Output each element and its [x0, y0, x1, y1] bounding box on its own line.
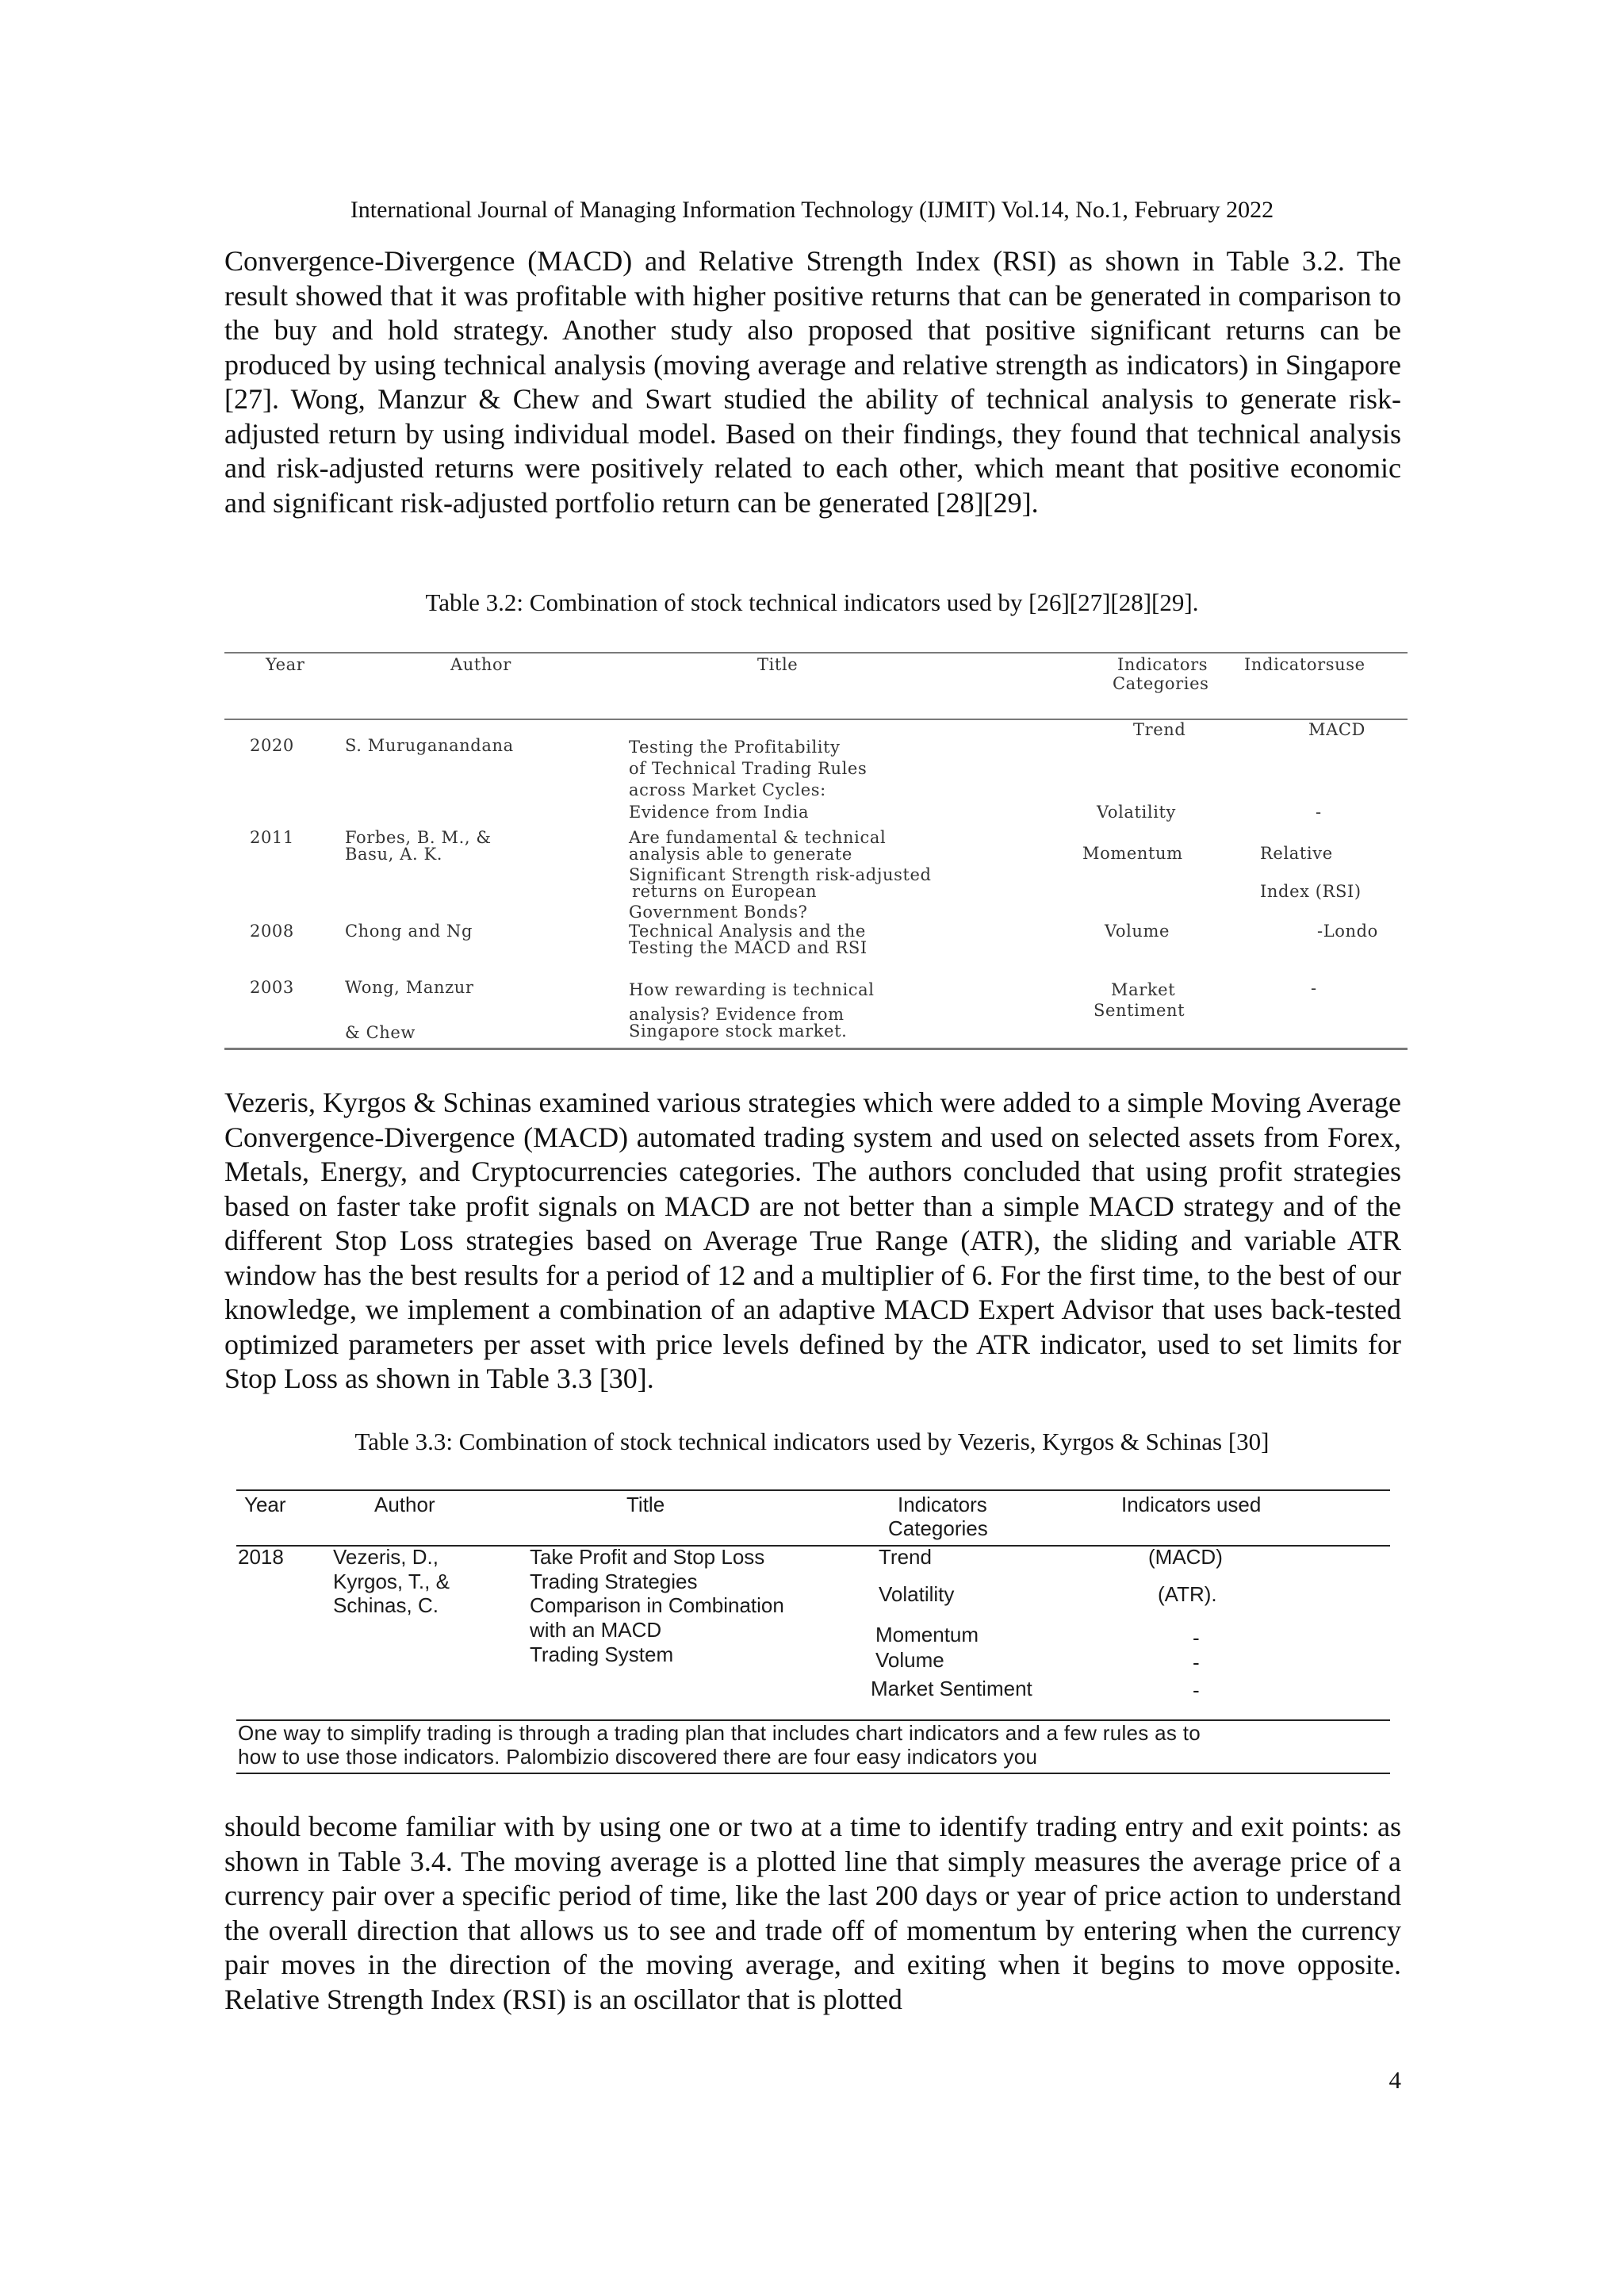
column-header-categories: Indicators — [1117, 655, 1208, 674]
row-title-2011-2: analysis able to generate — [629, 845, 852, 864]
table-footer-line-2: how to use those indicators. Palombizio discovered there are four easy indicators you — [238, 1745, 1038, 1769]
row-title-2020-4: Evidence from India — [629, 803, 810, 822]
category-volume: Volume — [875, 1648, 944, 1672]
column-header-used: Indicatorsuse — [1244, 655, 1365, 674]
row-year-2008: 2008 — [250, 922, 294, 941]
category-trend: Trend — [879, 1545, 932, 1569]
body-paragraph-3: should become familiar with by using one or two at a time to identify trading entry and exit points: as shown in Table 3.4. The moving average is a plotted line that simply measures the average price of a currency pair over a specific period of time, like the last 200 days or year of price action to understand the overall direction that allows us to see and trade off of momentum by entering when the currency pair moves in the direction of the moving average, and exiting when it begins to move opposite. Relative Strength Index (RSI) is an oscillator that is plotted — [224, 1811, 1401, 2015]
column-header-categories: Indicators — [898, 1493, 987, 1516]
category-volatility: Volatility — [879, 1582, 955, 1606]
category-sentiment: Sentiment — [1094, 1001, 1185, 1020]
table-bottom-rule — [224, 1048, 1408, 1050]
column-header-categories-2: Categories — [888, 1516, 988, 1540]
indicator-index-rsi: Index (RSI) — [1260, 882, 1362, 901]
table-top-rule — [236, 1489, 1390, 1491]
row-title-2020-1: Testing the Profitability — [629, 738, 841, 757]
column-header-author: Author — [450, 655, 511, 674]
row-author-3: Schinas, C. — [333, 1593, 439, 1617]
body-paragraph-2: Vezeris, Kyrgos & Schinas examined various strategies which were added to a simple Moving Average Convergence-Divergence (MACD) automated trading system and used on selected assets from Forex, Metals, Energy, and Cryptocurrencies categories. The authors concluded that using profit strategies based on faster take profit signals on MACD are not better than a simple MACD strategy and of the different Stop Loss strategies based on Average True Range (ATR), the sliding and variable ATR window has the best results for a period of 12 and a multiplier of 6. For the first time, to the best of our knowledge, we implement a combination of an adaptive MACD Expert Advisor that uses back-tested optimized parameters per asset with price levels defined by the ATR indicator, used to set limits for Stop Loss as shown in Table 3.3 [30]. — [224, 1087, 1401, 1394]
row-author-2020: S. Muruganandana — [345, 736, 514, 755]
row-title-2011-1: Are fundamental & technical — [629, 828, 887, 847]
row-author-1: Vezeris, D., — [333, 1545, 439, 1569]
row-title-2020-2: of Technical Trading Rules — [629, 759, 868, 778]
column-header-title: Title — [757, 655, 799, 674]
category-volume: Volume — [1105, 922, 1170, 941]
indicator-macd: MACD — [1308, 720, 1365, 739]
table-3-2-caption: Table 3.2: Combination of stock technical indicators used by [26][27][28][29]. — [425, 588, 1199, 616]
row-author-2003-2: & Chew — [345, 1023, 416, 1042]
row-title-2011-4: returns on European — [632, 882, 818, 901]
table-3-3 — [236, 1489, 1390, 1775]
row-title-2003-3: Singapore stock market. — [629, 1022, 848, 1041]
row-year-2018: 2018 — [238, 1545, 284, 1569]
row-title-2011-3: Significant Strength risk-adjusted — [629, 865, 932, 884]
column-header-year: Year — [266, 655, 305, 674]
indicator-londo: -Londo — [1317, 922, 1378, 941]
category-momentum: Momentum — [1082, 844, 1183, 863]
row-title-2011-5: Government Bonds? — [629, 903, 808, 922]
row-author-2003-1: Wong, Manzur — [345, 978, 474, 997]
table-3-3-caption: Table 3.3: Combination of stock technical indicators used by Vezeris, Kyrgos & Schinas [30] — [354, 1428, 1270, 1455]
row-year-2003: 2003 — [250, 978, 294, 997]
column-header-year: Year — [244, 1493, 286, 1516]
row-title-3: Comparison in Combination — [530, 1593, 784, 1617]
column-header-used: Indicators used — [1121, 1493, 1262, 1516]
indicator-macd: (MACD) — [1148, 1545, 1223, 1569]
category-volatility: Volatility — [1097, 803, 1177, 822]
indicator-dash-2: - — [1311, 979, 1317, 998]
row-title-2008-1: Technical Analysis and the — [629, 922, 866, 941]
row-title-2020-3: across Market Cycles: — [629, 780, 826, 799]
category-market-sentiment: Market Sentiment — [871, 1677, 1032, 1700]
indicator-dash-3: - — [1193, 1678, 1200, 1702]
indicator-dash-1: - — [1316, 803, 1322, 822]
row-title-2008-2: Testing the MACD and RSI — [629, 938, 868, 957]
table-header-rule — [224, 719, 1408, 720]
row-title-4: with an MACD — [530, 1618, 662, 1642]
indicator-relative: Relative — [1260, 844, 1333, 863]
category-trend: Trend — [1133, 720, 1186, 739]
row-title-1: Take Profit and Stop Loss — [530, 1545, 765, 1569]
row-title-2003-1: How rewarding is technical — [629, 980, 875, 999]
column-header-title: Title — [626, 1493, 665, 1516]
row-author-2011-2: Basu, A. K. — [345, 845, 443, 864]
row-title-2: Trading Strategies — [530, 1570, 698, 1593]
column-header-categories-2: Categories — [1113, 674, 1209, 693]
indicator-dash-2: - — [1193, 1650, 1200, 1674]
row-year-2020: 2020 — [250, 736, 294, 755]
table-bottom-rule — [236, 1773, 1390, 1774]
table-top-rule — [224, 652, 1408, 654]
body-paragraph-1: Convergence-Divergence (MACD) and Relative Strength Index (RSI) as shown in Table 3.2. The result showed that it was profitable with higher positive returns that can be generated in comparison to the buy and hold strategy. Another study also proposed that positive significant returns can be produced by using technical analysis (moving average and relative strength as indicators) in Singapore [27]. Wong, Manzur & Chew and Swart studied the ability of technical analysis to generate risk-adjusted return by using individual model. Based on their findings, they found that technical analysis and risk-adjusted returns were positively related to each other, which meant that positive economic and significant risk-adjusted portfolio return can be generated [28][29]. — [224, 245, 1401, 519]
category-momentum: Momentum — [875, 1623, 979, 1646]
table-footer-line-1: One way to simplify trading is through a trading plan that includes chart indicators and a few rules as to — [238, 1721, 1201, 1745]
table-3-2 — [224, 649, 1408, 1052]
row-year-2011: 2011 — [250, 828, 294, 847]
column-header-author: Author — [374, 1493, 435, 1516]
indicator-atr: (ATR). — [1158, 1582, 1217, 1606]
running-header: International Journal of Managing Information Technology (IJMIT) Vol.14, No.1, February 2022 — [350, 197, 1274, 223]
row-author-2008: Chong and Ng — [345, 922, 473, 941]
category-market: Market — [1111, 980, 1176, 999]
indicator-dash-1: - — [1193, 1626, 1200, 1650]
row-author-2011-1: Forbes, B. M., & — [345, 828, 492, 847]
row-title-2003-2: analysis? Evidence from — [629, 1005, 845, 1024]
row-title-5: Trading System — [530, 1642, 674, 1666]
page-number: 4 — [1388, 2066, 1401, 2094]
row-author-2: Kyrgos, T., & — [333, 1570, 450, 1593]
